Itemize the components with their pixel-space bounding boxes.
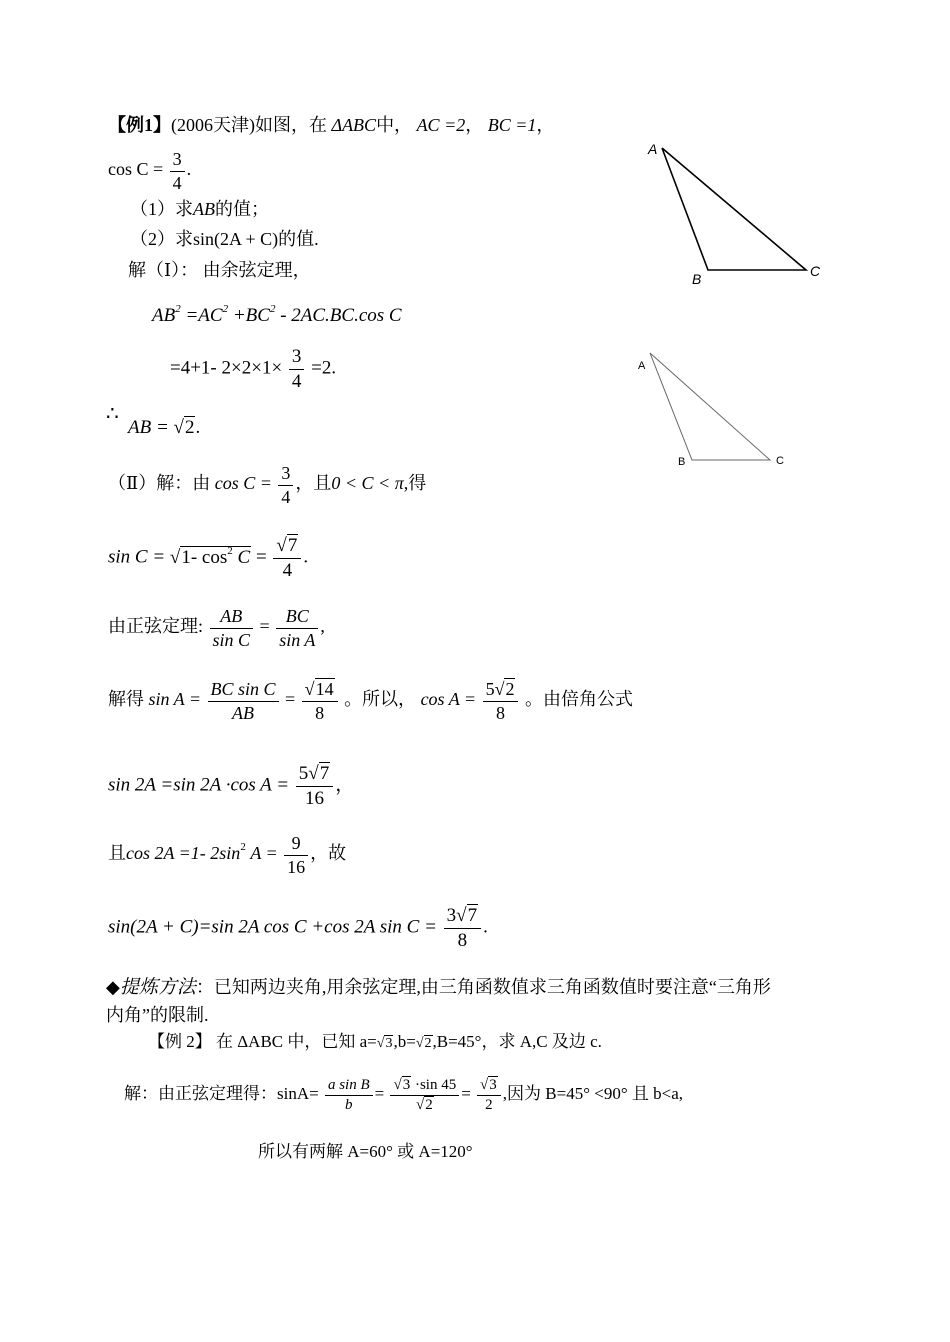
cosc-dot: . <box>186 159 192 180</box>
final-num: 3√7 <box>444 904 481 929</box>
ex1-ac: AC =2 <box>416 115 466 135</box>
sinc-sqrt: √1- $\cos^2 C$ <box>169 544 251 568</box>
eq1-mid: =AC <box>185 305 223 326</box>
ex2-conclusion: 所以有两解 A=60° 或 A=120° <box>258 1142 473 1161</box>
sol2-den: 4 <box>281 486 291 507</box>
sol2-range: 0 < C < π, <box>331 473 409 494</box>
method-line-1 <box>106 978 771 997</box>
ab-result <box>128 418 200 437</box>
ab-result-sqrt: √2 <box>173 417 195 438</box>
therefore-symbol: ∴ <box>106 403 119 425</box>
triangle-2-label-a: A <box>638 360 646 372</box>
sinc-dot: . <box>303 546 309 568</box>
sinc-den: 4 <box>282 559 293 581</box>
ex2-line: 【例 2】 在 ΔABC 中，已知 a=√3,b=√2,B=45°，求 A,C 及边 c. <box>148 1032 602 1051</box>
triangle-1-label-c: C <box>810 263 821 279</box>
law-d1: sin C <box>212 629 251 650</box>
cosine-law-equation <box>152 304 402 325</box>
ex2-f3-den: 2 <box>485 1096 493 1113</box>
sin2a-rad: 7 <box>319 763 330 784</box>
cos2a-expr: cos 2A =1- 2sin <box>126 843 241 864</box>
sin2a-coef: 5 <box>298 763 309 784</box>
cosa-coef: 5 <box>485 679 495 699</box>
sinc-radtail: C <box>237 546 251 568</box>
cosa-fraction <box>483 678 519 724</box>
law-n2: BC <box>276 605 318 629</box>
ex2-text2: ,b= <box>393 1032 416 1051</box>
ex2-f2-den: √2 <box>415 1096 433 1113</box>
solution-1-heading <box>128 261 311 279</box>
triangle-1-label-a: A <box>648 141 658 157</box>
law-fraction-1 <box>210 605 254 651</box>
method-title: 提炼方法 <box>119 977 196 998</box>
sin2a-comma: ， <box>335 774 355 796</box>
cosc-fraction <box>170 148 185 194</box>
so-text: 。所以， <box>344 689 417 710</box>
final-lhs: sin(2A + C)=sin 2A cos C +cos 2A sin C = <box>108 916 437 938</box>
double-angle-text: 。由倍角公式 <box>524 689 633 710</box>
ex1-tag: 【例1】 <box>108 115 171 135</box>
eq1-mid2: +BC <box>232 305 270 326</box>
sinc-sup: 2 <box>227 544 233 557</box>
eq2-lhs: =4+1- 2×2×1× <box>170 357 283 379</box>
ex1-cosc-given <box>108 148 191 194</box>
ex1-comma1: ， <box>465 115 484 135</box>
final-line <box>108 904 488 953</box>
q2-suffix: 的值. <box>278 229 319 249</box>
ex1-triangle: ΔABC <box>331 115 377 135</box>
ex2-text3: ,B=45°，求 A,C 及边 c. <box>432 1032 602 1051</box>
law-d2: sin A <box>279 629 316 650</box>
cos2a-line <box>108 832 346 878</box>
question-2 <box>130 230 319 248</box>
q1-var: AB <box>193 199 215 219</box>
sin2a-den: 16 <box>304 787 324 809</box>
cosa-num: 5√2 <box>483 678 519 702</box>
triangle-1-outline <box>662 148 806 270</box>
ex2-f1-num: a sin B <box>325 1076 373 1096</box>
q2-expr: sin(2A + C) <box>193 229 279 249</box>
ex2-f3-num: √3 <box>477 1076 501 1096</box>
sina-fraction-1 <box>208 678 279 724</box>
final-coef: 3 <box>446 905 457 926</box>
cosc-lhs: cos C = <box>108 159 164 180</box>
sol2-fraction <box>278 462 293 508</box>
sin2a-fraction <box>296 762 333 811</box>
cosc-den: 4 <box>172 172 182 193</box>
sinc-radicand <box>180 546 251 568</box>
sina-line: 解得 sin A = $\frac{\text{BC sin C}}{AB}$ = $\frac{√14}{8}$ 。所以， cos A = $\frac{5√2}{8}$ 。由倍角公式 <box>108 679 633 723</box>
method-line-2 <box>106 1006 209 1024</box>
sina-d2: 8 <box>315 702 325 723</box>
cosa-den: 8 <box>496 702 505 723</box>
ex1-source: (2006天津)如图，在 <box>171 115 327 135</box>
sina-fraction-2 <box>302 678 338 724</box>
ab-result-lhs: AB = <box>128 417 169 438</box>
sin2a-lhs: sin 2A =sin 2A ·cos A = <box>108 774 290 796</box>
ex2-f3-num-rad: 3 <box>489 1077 497 1093</box>
cos2a-prefix: 且 <box>108 843 126 864</box>
sinc-lhs: sin C = <box>108 546 166 568</box>
eq2-rhs: =2. <box>311 357 337 379</box>
ab-result-rad: 2 <box>184 417 195 438</box>
sin2a-num: 5√7 <box>296 762 333 787</box>
sol2-mid: ，且 <box>295 473 332 494</box>
sine-law-line: 由正弦定理: $\frac{AB}{\text{sin C}}$ = $\frac{BC}{\text{sin A}}$ , <box>108 606 325 650</box>
triangle-figure-1 <box>640 136 840 296</box>
eq1-sup: 2 <box>175 303 181 315</box>
sol2-prefix: （Ⅱ）解：由 <box>108 473 211 494</box>
sina-d1: AB <box>232 702 254 723</box>
eq1-lhs: AB <box>152 305 176 326</box>
method-body-1: ：已知两边夹角,用余弦定理,由三角函数值求三角函数值时要注意“三角形 <box>195 977 771 997</box>
final-den: 8 <box>457 929 468 951</box>
sina-n2: √14 <box>302 678 338 702</box>
cosine-law-calc <box>170 345 336 394</box>
sinc-fraction <box>273 534 301 583</box>
cos2a-num: 9 <box>284 832 308 856</box>
ex2-a-rad: 3 <box>385 1036 393 1051</box>
solution-1-text: 解（Ⅰ）： 由余弦定理， <box>128 260 311 280</box>
ex2-f2-num-rad: 3 <box>402 1077 411 1093</box>
triangle-2-outline <box>650 353 770 460</box>
ex2-sol-prefix: 解：由正弦定理得：sinA= <box>124 1084 319 1104</box>
final-dot: . <box>483 916 488 938</box>
cos2a-fraction <box>284 832 308 878</box>
eq1-sup2: 2 <box>222 303 229 315</box>
law-comma: , <box>320 616 325 637</box>
eq2-fraction <box>289 345 305 394</box>
sin2a-line <box>108 762 354 811</box>
ex1-comma2: ， <box>536 115 555 135</box>
final-fraction <box>444 904 481 953</box>
sinc-rad: 1- cos <box>181 546 228 568</box>
triangle-2-label-c: C <box>776 455 784 467</box>
sinc-num: √7 <box>273 534 301 559</box>
ex2-fraction-3 <box>477 1076 501 1115</box>
triangle-figure-2 <box>630 345 800 475</box>
ex1-zhong: 中， <box>376 115 413 135</box>
law-fraction-2 <box>276 605 318 651</box>
cos2a-sup: 2 <box>240 841 246 854</box>
cosc-num: 3 <box>170 148 185 172</box>
question-1 <box>130 200 269 218</box>
eq2-den: 4 <box>291 370 302 392</box>
ex2-fraction-2 <box>390 1076 459 1115</box>
diamond-bullet-icon: ◆ <box>106 977 120 997</box>
q2-prefix: （2）求 <box>130 229 193 249</box>
ex2-f2-num: √3 ·sin 45 <box>390 1076 459 1096</box>
sol2-num: 3 <box>278 462 293 486</box>
q1-prefix: （1）求 <box>130 199 193 219</box>
ab-result-dot: . <box>195 417 201 438</box>
cosa-lhs: cos A = <box>420 689 477 710</box>
law-n1: AB <box>210 605 254 629</box>
sol2-cos: cos C = <box>214 473 272 494</box>
ex2-f2-den-rad: 2 <box>425 1096 433 1113</box>
ex2-f1-den: b <box>345 1096 353 1113</box>
ex2-b-rad: 2 <box>424 1036 432 1051</box>
sina-n2-rad: 14 <box>315 679 334 699</box>
method-body-2: 内角”的限制. <box>106 1005 209 1025</box>
ex2-fraction-1 <box>325 1076 373 1115</box>
sinc-equation <box>108 534 308 583</box>
law-prefix: 由正弦定理: <box>108 616 204 637</box>
final-rad: 7 <box>467 905 478 926</box>
eq2-num: 3 <box>289 345 305 370</box>
eq1-rhs: - 2AC.BC.cos C <box>280 305 402 326</box>
cos2a-den: 16 <box>287 856 306 877</box>
ex1-bc: BC =1 <box>487 115 537 135</box>
ex2-tag: 【例 2】 <box>148 1032 212 1051</box>
ex1-header <box>108 116 554 134</box>
sinc-eq: = <box>255 546 267 568</box>
sina-n1: BC sin C <box>208 678 279 702</box>
eq1-sup3: 2 <box>269 303 276 315</box>
sina-lhs: sin A = <box>148 689 201 710</box>
sol2-suffix: 得 <box>408 473 427 494</box>
sinc-num-rad: 7 <box>287 535 298 556</box>
solve-prefix: 解得 <box>108 689 144 710</box>
ex2-sol-suffix: ,因为 B=45° <90° 且 b<a, <box>502 1084 684 1104</box>
ex2-f2-num-tail: ·sin 45 <box>414 1077 457 1093</box>
cos2a-tail: A = <box>250 843 278 864</box>
triangle-2-label-b: B <box>678 456 686 468</box>
cosa-rad: 2 <box>505 679 515 699</box>
q1-suffix: 的值； <box>215 199 269 219</box>
solution-2-line <box>108 462 426 508</box>
ex2-text1: 在 ΔABC 中，已知 a= <box>216 1032 377 1051</box>
ex2-solution: 解：由正弦定理得：sinA= $\frac{\text{a sin B}}{b}$ = $\frac{√3 \cdot\sin 45}{√2}$ = $\frac{√3}{2}$ ,因为 B=45° <90° 且 b<a, <box>124 1077 684 1113</box>
triangle-1-label-b: B <box>692 271 702 287</box>
cos2a-suffix: ，故 <box>310 843 347 864</box>
